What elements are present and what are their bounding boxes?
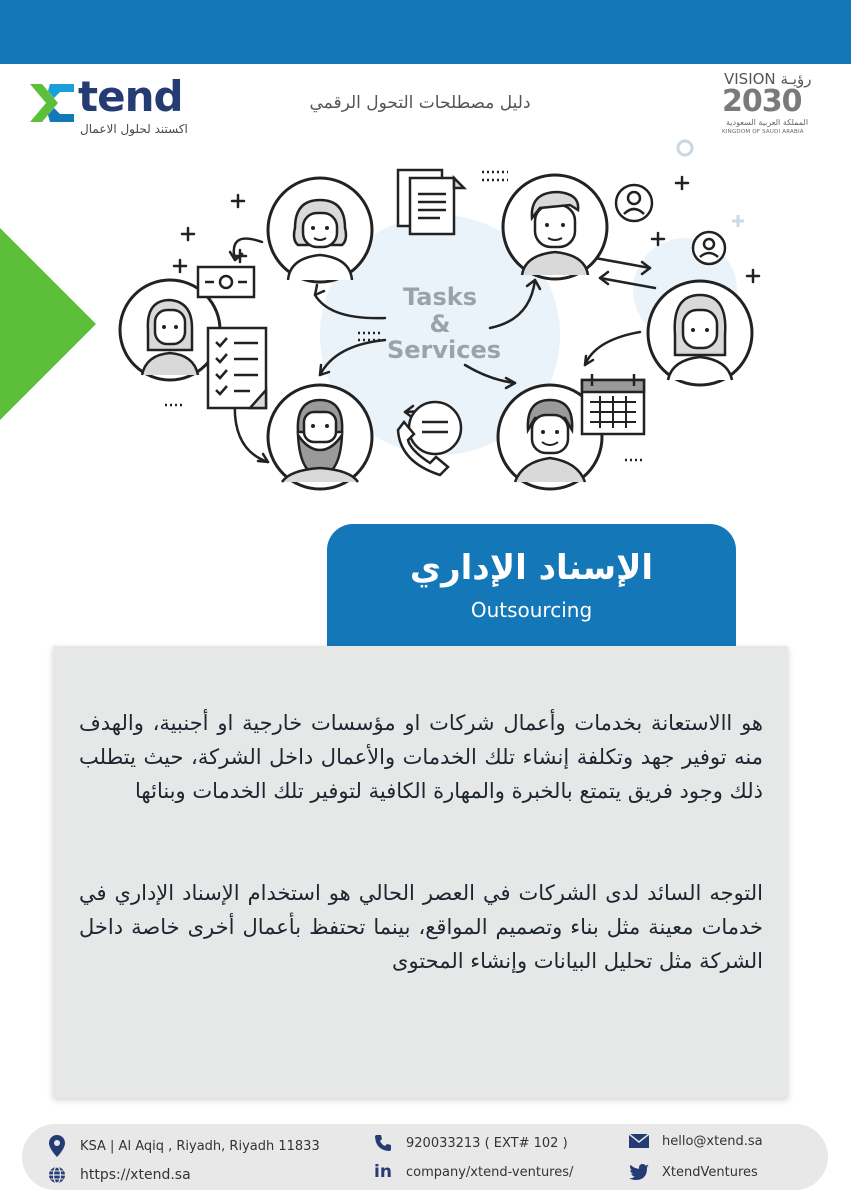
vision-country-en: KINGDOM OF SAUDI ARABIA bbox=[722, 129, 804, 135]
checklist-icon bbox=[208, 328, 266, 408]
email-text[interactable]: hello@xtend.sa bbox=[662, 1133, 763, 1149]
term-title-english: Outsourcing bbox=[470, 598, 593, 622]
tasks-label: Tasks bbox=[402, 283, 478, 311]
vision-2030-logo bbox=[718, 70, 828, 140]
phone-item[interactable] bbox=[372, 1132, 568, 1154]
guide-title: دليل مصطلحات التحول الرقمي bbox=[309, 93, 531, 113]
linkedin-icon: in bbox=[374, 1162, 392, 1182]
term-title-box bbox=[327, 524, 736, 650]
brand-wordmark: tend bbox=[78, 72, 183, 121]
linkedin-item[interactable] bbox=[372, 1161, 573, 1183]
tasks-services-illustration bbox=[110, 150, 770, 495]
website-item[interactable] bbox=[46, 1164, 191, 1186]
globe-icon bbox=[46, 1164, 68, 1186]
ampersand-label: & bbox=[429, 310, 451, 338]
xtend-x-mark-icon bbox=[28, 80, 76, 126]
term-title-arabic: الإسناد الإداري bbox=[409, 548, 654, 588]
vision-country-ar: المملكة العربية السعودية bbox=[726, 118, 809, 127]
green-arrow-decoration bbox=[0, 228, 96, 420]
twitter-item[interactable] bbox=[628, 1161, 758, 1183]
definition-paragraph-2: التوجه السائد لدى الشركات في العصر الحالي هو استخدام الإسناد الإداري في خدمات معينة مثل بناء وتصميم المواقع، بينما تحتفظ بأعمال أخرى خاصة داخل الشركة مثل تحليل البيانات وإنشاء المحتوى bbox=[79, 881, 763, 973]
definition-paragraph-1: هو االاستعانة بخدمات وأعمال شركات او مؤسسات خارجية او أجنبية، والهدف منه توفير جهد وتكلفة إنشاء تلك الخدمات والأعمال داخل الشركة، حيث يتطلب ذلك وجود فريق يتمتع بالخبرة والمهارة الكافية لتوفير تلك الخدمات وبنائها bbox=[79, 711, 763, 803]
calendar-icon bbox=[582, 374, 644, 434]
envelope-icon bbox=[628, 1130, 650, 1152]
email-item[interactable] bbox=[628, 1130, 763, 1152]
services-label: Services bbox=[386, 336, 502, 364]
phone-icon bbox=[372, 1132, 394, 1154]
address-item bbox=[46, 1135, 320, 1157]
xtend-logo bbox=[28, 72, 198, 142]
twitter-bird-icon bbox=[628, 1161, 650, 1183]
vision-label: VISION رؤيـة bbox=[724, 70, 812, 88]
ticket-icon bbox=[198, 267, 254, 297]
definition-panel bbox=[53, 646, 788, 1098]
small-ring-decoration bbox=[675, 138, 695, 158]
linkedin-text[interactable]: company/xtend-ventures/ bbox=[406, 1164, 574, 1180]
brand-tagline: اكستند لحلول الاعمال bbox=[80, 122, 188, 136]
twitter-text[interactable]: XtendVentures bbox=[662, 1164, 758, 1180]
phone-text[interactable]: 920033213 ( EXT# 102 ) bbox=[406, 1135, 568, 1151]
vision-year: 2030 bbox=[722, 84, 802, 119]
documents-icon bbox=[398, 170, 464, 234]
website-link[interactable]: https://xtend.sa bbox=[80, 1167, 191, 1183]
address-text: KSA | Al Aqiq , Riyadh, Riyadh 11833 bbox=[80, 1138, 320, 1154]
top-banner bbox=[0, 0, 851, 64]
location-pin-icon bbox=[46, 1135, 68, 1157]
contact-footer bbox=[22, 1124, 828, 1190]
